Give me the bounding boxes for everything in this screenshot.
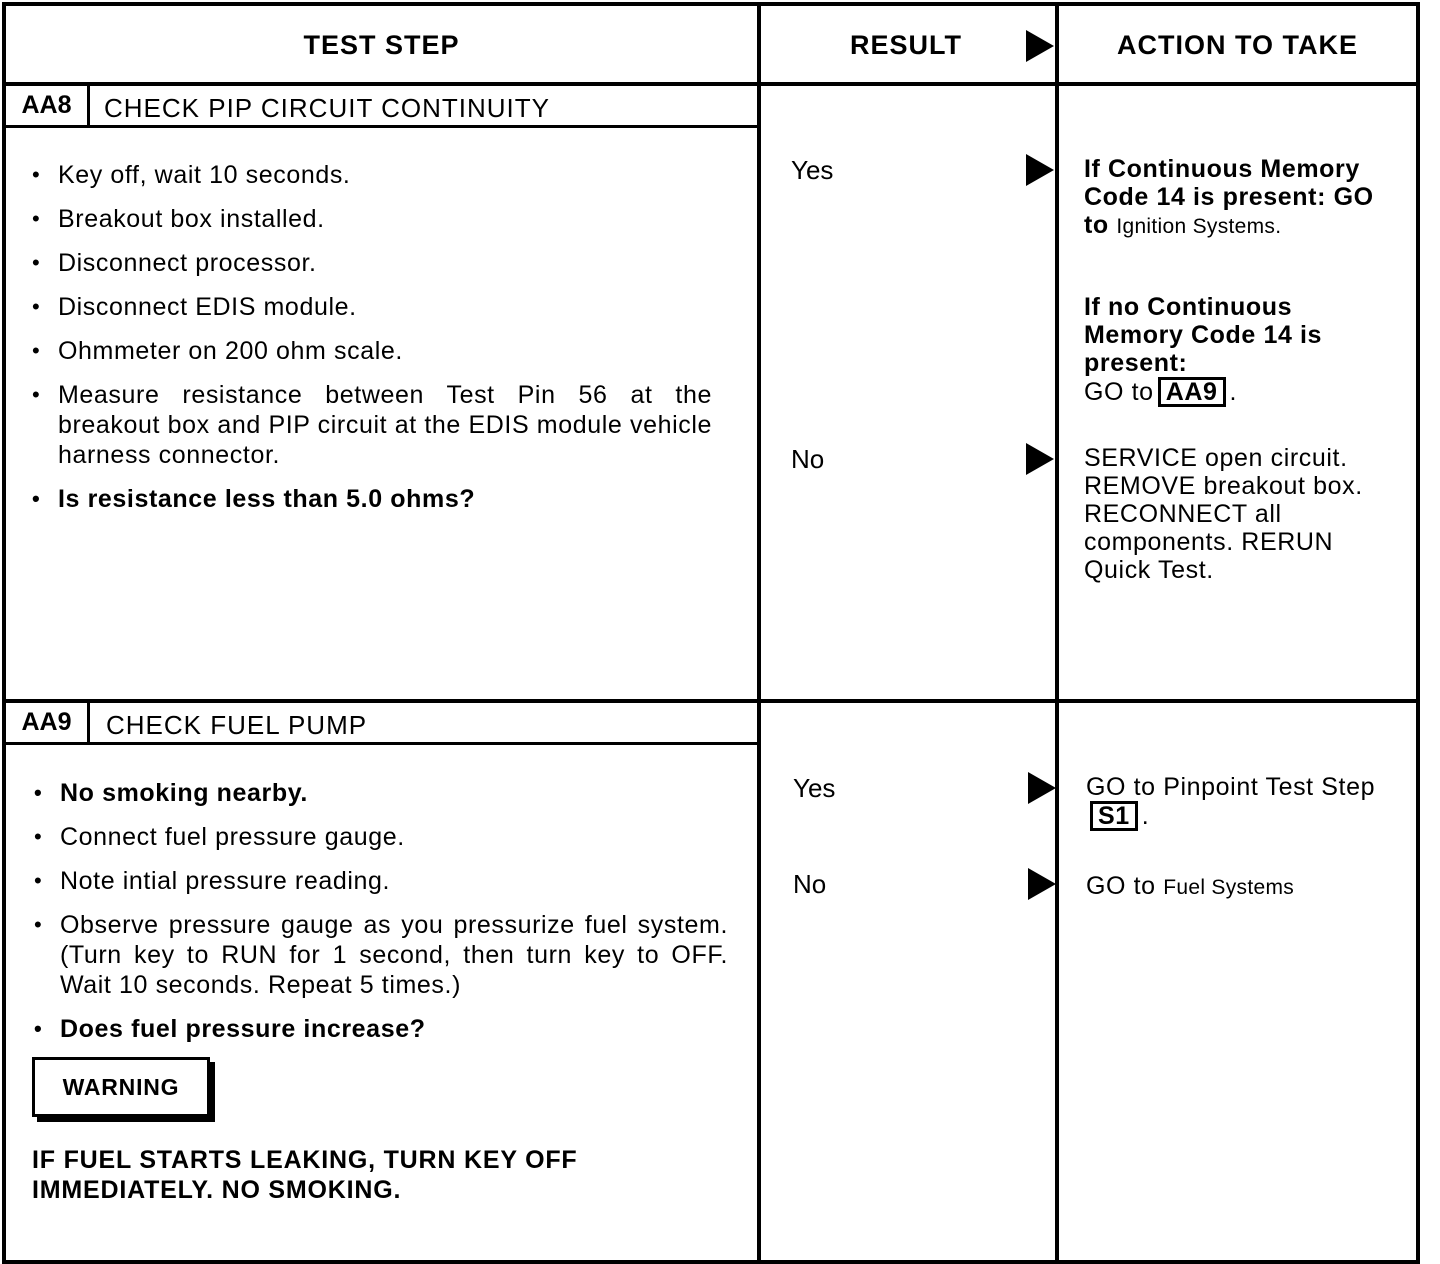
aa8-yes-action-2: [1084, 293, 1396, 407]
aa8-yes-action-2-go: GO to: [1084, 378, 1154, 406]
step-code-aa8: AA8: [6, 86, 90, 128]
list-item: • Ohmmeter on 200 ohm scale.: [32, 336, 712, 366]
aa9-yes-action-text: GO to Pinpoint Test Step: [1086, 773, 1376, 801]
aa9-yes-action: [1086, 773, 1376, 831]
aa8-yes-action-2-end: .: [1229, 378, 1238, 406]
aa8-step-list: [32, 160, 712, 528]
aa8-title-rule: [6, 125, 757, 128]
step-title-aa9: CHECK FUEL PUMP: [106, 710, 368, 740]
aa9-no-arrow-icon: [1028, 868, 1056, 900]
list-item: • Connect fuel pressure gauge.: [34, 822, 728, 852]
header-arrow-icon: [1026, 30, 1054, 62]
aa9-no-action: [1086, 872, 1398, 902]
aa9-title-rule: [6, 742, 757, 745]
warning-text: IF FUEL STARTS LEAKING, TURN KEY OFF IMMEDIATELY. NO SMOKING.: [32, 1146, 578, 1204]
aa8-no-action: SERVICE open circuit. REMOVE breakout box. RECONNECT all components. RERUN Quick Test.: [1084, 444, 1363, 584]
column-divider-2: [1055, 2, 1059, 1264]
list-item: • No smoking nearby.: [34, 778, 728, 808]
header-test-step: TEST STEP: [303, 30, 460, 60]
warning-label: WARNING: [32, 1057, 210, 1117]
list-item: • Measure resistance between Test Pin 56 at the breakout box and PIP circuit at the EDIS module vehicle harness connector.: [32, 380, 712, 470]
header-result: RESULT: [850, 30, 962, 60]
aa8-yes-action: [1084, 155, 1396, 241]
aa8-yes-arrow-icon: [1026, 154, 1054, 186]
aa9-result-yes: Yes: [793, 773, 836, 803]
s1-reference-box[interactable]: S1: [1090, 801, 1138, 831]
list-item: • Is resistance less than 5.0 ohms?: [32, 484, 712, 514]
step-code-aa9: AA9: [6, 703, 90, 745]
column-divider-1: [757, 2, 761, 1264]
aa8-result-no: No: [791, 444, 825, 474]
list-item: • Disconnect EDIS module.: [32, 292, 712, 322]
list-item: • Note intial pressure reading.: [34, 866, 728, 896]
aa8-no-arrow-icon: [1026, 443, 1054, 475]
aa9-reference-box[interactable]: AA9: [1158, 377, 1226, 407]
list-item: • Observe pressure gauge as you pressurize fuel system. (Turn key to RUN for 1 second, then turn key to OFF. Wait 10 seconds. Repeat 5 times.): [34, 910, 728, 1000]
aa9-step-list: [34, 778, 728, 1058]
step-title-aa8: CHECK PIP CIRCUIT CONTINUITY: [104, 93, 550, 123]
header-action-to-take: ACTION TO TAKE: [1117, 30, 1358, 60]
aa8-yes-action-text: If Continuous Memory Code 14 is present: GO to: [1084, 155, 1374, 239]
list-item: • Does fuel pressure increase?: [34, 1014, 728, 1044]
row-divider: [2, 699, 1420, 703]
aa8-yes-action-ref[interactable]: Ignition Systems.: [1116, 215, 1282, 238]
aa8-yes-action-2-text: If no Continuous Memory Code 14 is present:: [1084, 293, 1323, 377]
list-item: • Breakout box installed.: [32, 204, 712, 234]
aa9-no-action-ref[interactable]: Fuel Systems: [1163, 876, 1295, 899]
aa9-no-action-go: GO to: [1086, 872, 1156, 900]
header-rule: [2, 82, 1420, 86]
aa9-result-no: No: [793, 869, 827, 899]
aa8-result-yes: Yes: [791, 155, 834, 185]
aa9-yes-action-end: .: [1141, 802, 1150, 830]
aa9-yes-arrow-icon: [1028, 772, 1056, 804]
list-item: • Disconnect processor.: [32, 248, 712, 278]
list-item: • Key off, wait 10 seconds.: [32, 160, 712, 190]
